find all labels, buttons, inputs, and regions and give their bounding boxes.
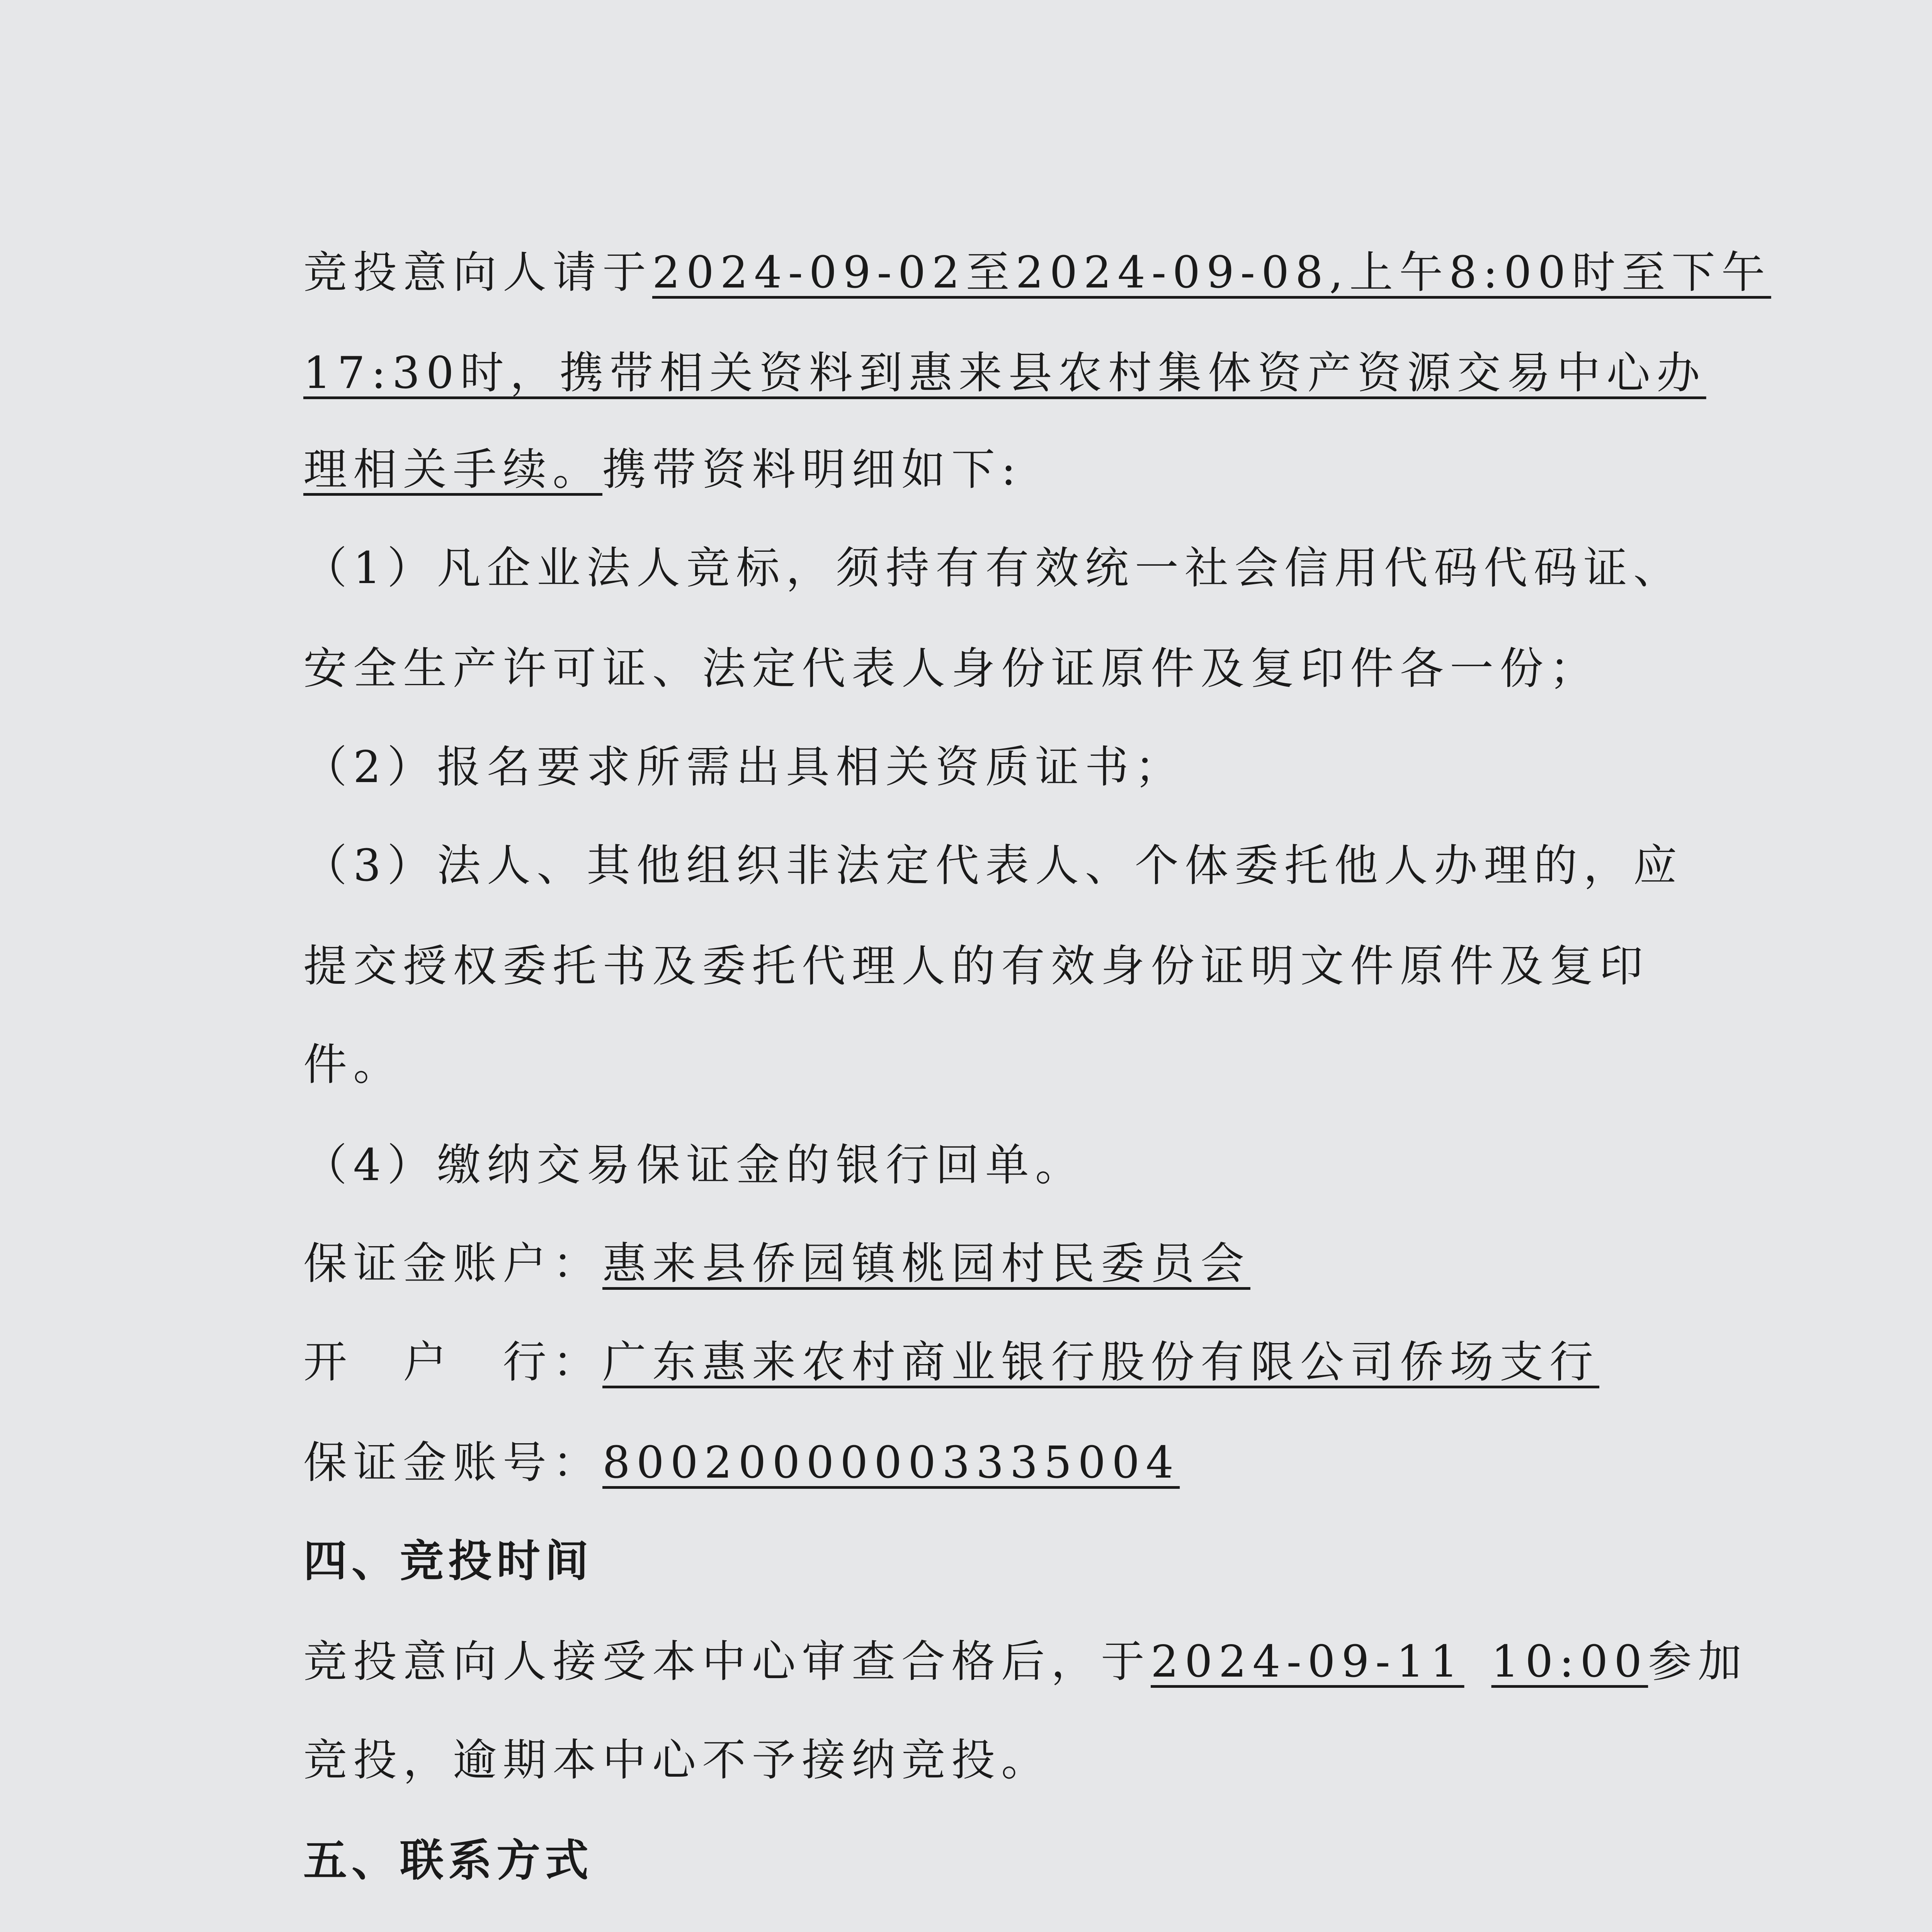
- item-3-line3: 件。: [303, 1039, 403, 1090]
- section-4-line1: [303, 1634, 1748, 1689]
- registration-period: 2024-09-02至2024-09-08,上午8:00时至下午: [652, 247, 1771, 298]
- para1-text: 竞投意向人请于: [303, 247, 652, 298]
- bank-row: [303, 1335, 1599, 1389]
- bank-value: 广东惠来农村商业银行股份有限公司侨场支行: [602, 1337, 1599, 1388]
- account-name-label: 保证金账户：: [303, 1238, 602, 1289]
- para1-line3: [303, 442, 1022, 497]
- item-1-line1: （1）凡企业法人竞标，须持有有效统一社会信用代码代码证、: [303, 543, 1683, 594]
- account-name-row: [303, 1236, 1250, 1291]
- para1-underlined-end: 理相关手续。: [303, 444, 602, 495]
- account-name-value: 惠来县侨园镇桃园村民委员会: [602, 1238, 1250, 1289]
- section-4-line2: 竞投，逾期本中心不予接纳竞投。: [303, 1735, 1051, 1786]
- bid-time: 10:00: [1491, 1636, 1648, 1687]
- section-4-text-end: 参加: [1648, 1636, 1748, 1687]
- item-3-line2: 提交授权委托书及委托代理人的有效身份证明文件原件及复印: [303, 940, 1649, 992]
- bid-date: 2024-09-11: [1151, 1636, 1464, 1687]
- account-no-label: 保证金账号：: [303, 1437, 602, 1488]
- para1-list-intro: 携带资料明细如下:: [602, 444, 1022, 495]
- item-1-line2: 安全生产许可证、法定代表人身份证原件及复印件各一份；: [303, 643, 1599, 694]
- item-3-line1: （3）法人、其他组织非法定代表人、个体委托他人办理的，应: [303, 840, 1683, 891]
- section-5-heading: 五、联系方式: [303, 1835, 593, 1886]
- item-4: （4）缴纳交易保证金的银行回单。: [303, 1139, 1085, 1190]
- para1-line2: 17:30时，携带相关资料到惠来县农村集体资产资源交易中心办: [303, 347, 1706, 398]
- item-2: （2）报名要求所需出具相关资质证书；: [303, 742, 1185, 793]
- para1-line1: [303, 245, 1771, 299]
- section-4-heading: 四、竞投时间: [303, 1536, 593, 1587]
- bank-label: 开 户 行：: [303, 1337, 602, 1388]
- account-no-row: [303, 1435, 1180, 1490]
- account-no-value: 80020000003335004: [602, 1437, 1180, 1488]
- section-4-text: 竞投意向人接受本中心审查合格后，于: [303, 1636, 1151, 1687]
